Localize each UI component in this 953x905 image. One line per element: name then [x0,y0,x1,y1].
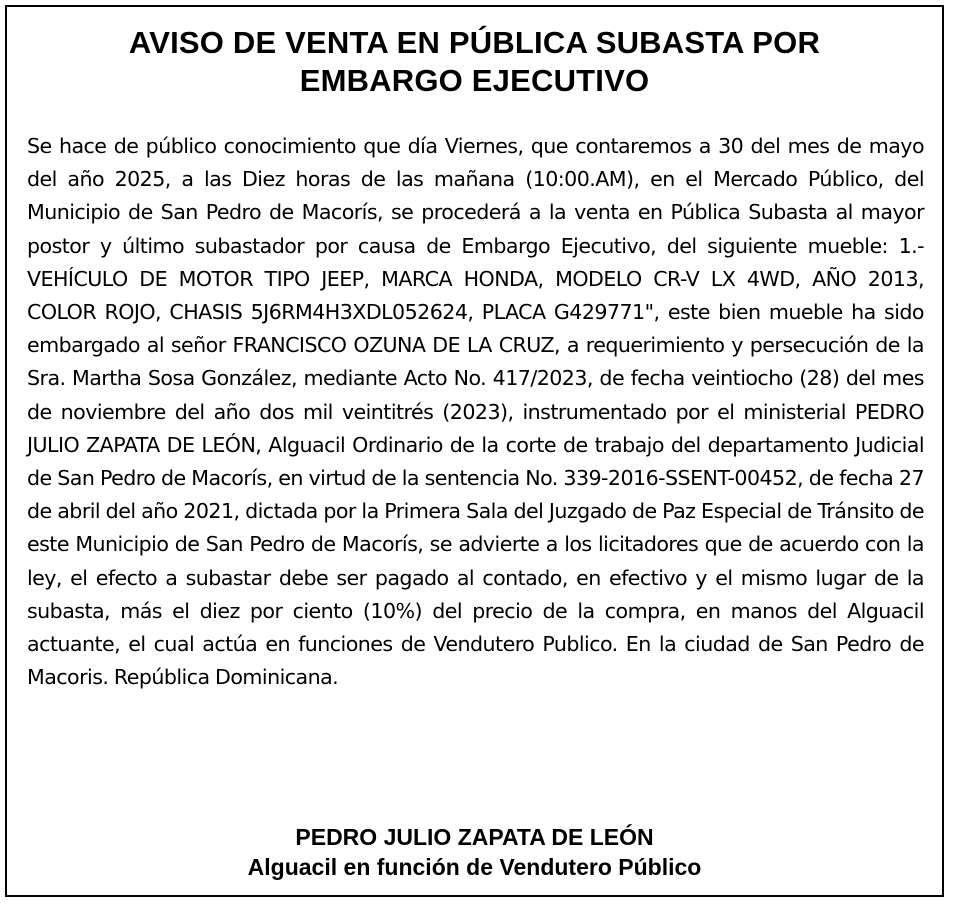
signer-name: PEDRO JULIO ZAPATA DE LEÓN [295,824,654,850]
notice-body: Se hace de público conocimiento que día Viernes, que contaremos a 30 del mes de mayo del año 2025, a las Diez horas de las mañana (10:00.AM), en el Mercado Público, del Municipio de San Pedro de Macorís, se procederá a la venta en Pública Subasta al mayor postor y último subastador por causa de Embargo Ejecutivo, del siguiente mueble: 1.- VEHÍCULO DE MOTOR TIPO JEEP, MARCA HONDA, MODELO CR-V LX 4WD, AÑO 2013, COLOR ROJO, CHASIS 5J6RM4H3XDL052624, PLACA G429771", este bien mueble ha sido embargado al señor FRANCISCO OZUNA DE LA CRUZ, a requerimiento y persecución de la Sra. Martha Sosa González, mediante Acto No. 417/2023, de fecha veintiocho (28) del mes de noviembre del año dos mil veintitrés (2023), instrumentado por el ministerial PEDRO JULIO ZAPATA DE LEÓN, Alguacil Ordinario de la corte de trabajo del departamento Judicial de San Pedro de Macorís, en virtud de la sentencia No. 339-2016-SSENT-00452, de fecha 27 de abril del año 2021, dictada por la Primera Sala del Juzgado de Paz Especial de Tránsito de este Municipio de San Pedro de Macorís, se advierte a los licitadores que de acuerdo con la ley, el efecto a subastar debe ser pagado al contado, en efectivo y el mismo lugar de la subasta, más el diez por ciento (10%) del precio de la compra, en manos del Alguacil actuante, el cual actúa en funciones de Vendutero Publico. En la ciudad de San Pedro de Macoris. República Dominicana. [27,134,924,690]
notice-title [27,24,922,100]
signer-role: Alguacil en función de Vendutero Público [247,854,702,880]
notice-title-line-1: AVISO DE VENTA EN PÚBLICA SUBASTA POR [128,25,821,60]
signature-block [27,822,922,882]
notice-frame [5,5,944,897]
notice-title-line-2: EMBARGO EJECUTIVO [299,63,650,98]
